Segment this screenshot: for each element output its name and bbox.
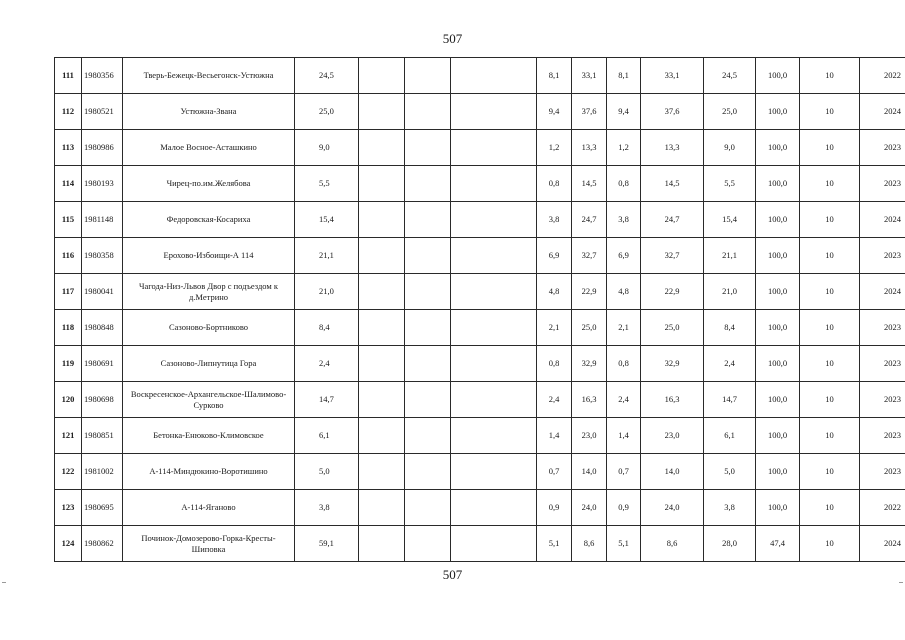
empty-cell <box>451 202 537 238</box>
road-code: 1981148 <box>82 202 123 238</box>
road-name: Тверь-Бежецк-Весьегонск-Устюжна <box>123 58 295 94</box>
road-name: Сазоново-Липнутица Гора <box>123 346 295 382</box>
road-length: 8,4 <box>295 310 359 346</box>
empty-cell <box>405 94 451 130</box>
value-cell: 1,4 <box>537 418 572 454</box>
year-cell: 2024 <box>860 526 905 562</box>
value-cell: 0,7 <box>607 454 641 490</box>
row-number: 113 <box>55 130 82 166</box>
road-length: 5,5 <box>295 166 359 202</box>
road-name: Федоровская-Косариха <box>123 202 295 238</box>
value-cell: 9,4 <box>537 94 572 130</box>
percent-cell: 100,0 <box>756 202 800 238</box>
road-code: 1980691 <box>82 346 123 382</box>
road-name: Устюжна-Звана <box>123 94 295 130</box>
road-code: 1980698 <box>82 382 123 418</box>
empty-cell <box>451 274 537 310</box>
value-cell: 10 <box>800 166 860 202</box>
road-name: А-114-Миндюкино-Воротишино <box>123 454 295 490</box>
road-code: 1980193 <box>82 166 123 202</box>
row-number: 123 <box>55 490 82 526</box>
value-cell: 24,7 <box>641 202 704 238</box>
value-cell: 10 <box>800 382 860 418</box>
year-cell: 2022 <box>860 58 905 94</box>
road-name: Ерохово-Избоищи-А 114 <box>123 238 295 274</box>
value-cell: 16,3 <box>572 382 607 418</box>
value-cell: 2,1 <box>607 310 641 346</box>
empty-cell <box>359 58 405 94</box>
road-length: 6,1 <box>295 418 359 454</box>
value-cell: 4,8 <box>537 274 572 310</box>
percent-cell: 100,0 <box>756 58 800 94</box>
row-number: 118 <box>55 310 82 346</box>
road-length: 25,0 <box>295 94 359 130</box>
year-cell: 2023 <box>860 130 905 166</box>
empty-cell <box>359 94 405 130</box>
empty-cell <box>359 238 405 274</box>
road-length: 21,1 <box>295 238 359 274</box>
scan-mark <box>899 582 903 583</box>
value-cell: 8,1 <box>607 58 641 94</box>
empty-cell <box>405 346 451 382</box>
value-cell: 2,4 <box>607 382 641 418</box>
road-name: Чирец-по.им.Желябова <box>123 166 295 202</box>
value-cell: 10 <box>800 346 860 382</box>
table-row <box>55 238 905 274</box>
value-cell: 24,5 <box>704 58 756 94</box>
page-number-bottom: 507 <box>442 567 463 582</box>
value-cell: 10 <box>800 274 860 310</box>
scan-mark <box>2 582 6 583</box>
value-cell: 3,8 <box>704 490 756 526</box>
percent-cell: 100,0 <box>756 130 800 166</box>
value-cell: 13,3 <box>641 130 704 166</box>
empty-cell <box>359 130 405 166</box>
empty-cell <box>359 274 405 310</box>
table-row <box>55 274 905 310</box>
table-row <box>55 454 905 490</box>
road-code: 1981002 <box>82 454 123 490</box>
percent-cell: 100,0 <box>756 418 800 454</box>
table-row <box>55 346 905 382</box>
value-cell: 28,0 <box>704 526 756 562</box>
table-row <box>55 166 905 202</box>
value-cell: 16,3 <box>641 382 704 418</box>
empty-cell <box>405 526 451 562</box>
percent-cell: 100,0 <box>756 454 800 490</box>
percent-cell: 100,0 <box>756 382 800 418</box>
road-name: Сазоново-Бортниково <box>123 310 295 346</box>
road-length: 14,7 <box>295 382 359 418</box>
table-row <box>55 490 905 526</box>
empty-cell <box>451 418 537 454</box>
value-cell: 5,5 <box>704 166 756 202</box>
row-number: 122 <box>55 454 82 490</box>
value-cell: 5,1 <box>537 526 572 562</box>
row-number: 116 <box>55 238 82 274</box>
road-length: 21,0 <box>295 274 359 310</box>
value-cell: 10 <box>800 454 860 490</box>
empty-cell <box>451 382 537 418</box>
percent-cell: 100,0 <box>756 238 800 274</box>
value-cell: 6,9 <box>607 238 641 274</box>
value-cell: 10 <box>800 526 860 562</box>
value-cell: 23,0 <box>641 418 704 454</box>
value-cell: 15,4 <box>704 202 756 238</box>
row-number: 114 <box>55 166 82 202</box>
road-length: 59,1 <box>295 526 359 562</box>
value-cell: 3,8 <box>537 202 572 238</box>
road-code: 1980695 <box>82 490 123 526</box>
value-cell: 32,7 <box>641 238 704 274</box>
road-name: Воскресенское-Архангельское-Шалимово-Сурково <box>123 382 295 418</box>
empty-cell <box>359 490 405 526</box>
value-cell: 10 <box>800 418 860 454</box>
empty-cell <box>359 418 405 454</box>
year-cell: 2024 <box>860 202 905 238</box>
road-code: 1980356 <box>82 58 123 94</box>
table-row <box>55 418 905 454</box>
row-number: 117 <box>55 274 82 310</box>
value-cell: 14,5 <box>641 166 704 202</box>
value-cell: 0,9 <box>537 490 572 526</box>
value-cell: 10 <box>800 490 860 526</box>
road-code: 1980851 <box>82 418 123 454</box>
percent-cell: 47,4 <box>756 526 800 562</box>
year-cell: 2023 <box>860 310 905 346</box>
value-cell: 10 <box>800 310 860 346</box>
value-cell: 24,0 <box>641 490 704 526</box>
value-cell: 1,2 <box>537 130 572 166</box>
empty-cell <box>451 490 537 526</box>
value-cell: 3,8 <box>607 202 641 238</box>
value-cell: 24,0 <box>572 490 607 526</box>
value-cell: 37,6 <box>572 94 607 130</box>
value-cell: 10 <box>800 202 860 238</box>
value-cell: 9,4 <box>607 94 641 130</box>
empty-cell <box>405 490 451 526</box>
row-number: 121 <box>55 418 82 454</box>
value-cell: 24,7 <box>572 202 607 238</box>
percent-cell: 100,0 <box>756 310 800 346</box>
value-cell: 33,1 <box>641 58 704 94</box>
empty-cell <box>451 526 537 562</box>
empty-cell <box>405 382 451 418</box>
row-number: 124 <box>55 526 82 562</box>
table-row <box>55 382 905 418</box>
road-code: 1980358 <box>82 238 123 274</box>
road-code: 1980986 <box>82 130 123 166</box>
value-cell: 0,9 <box>607 490 641 526</box>
empty-cell <box>451 58 537 94</box>
value-cell: 23,0 <box>572 418 607 454</box>
road-code: 1980521 <box>82 94 123 130</box>
value-cell: 6,9 <box>537 238 572 274</box>
percent-cell: 100,0 <box>756 94 800 130</box>
road-length: 9,0 <box>295 130 359 166</box>
empty-cell <box>405 274 451 310</box>
empty-cell <box>359 166 405 202</box>
value-cell: 6,1 <box>704 418 756 454</box>
value-cell: 10 <box>800 238 860 274</box>
percent-cell: 100,0 <box>756 346 800 382</box>
empty-cell <box>359 346 405 382</box>
value-cell: 22,9 <box>641 274 704 310</box>
value-cell: 37,6 <box>641 94 704 130</box>
row-number: 120 <box>55 382 82 418</box>
empty-cell <box>359 526 405 562</box>
empty-cell <box>405 238 451 274</box>
value-cell: 13,3 <box>572 130 607 166</box>
empty-cell <box>451 310 537 346</box>
value-cell: 8,6 <box>572 526 607 562</box>
year-cell: 2023 <box>860 418 905 454</box>
empty-cell <box>451 454 537 490</box>
value-cell: 25,0 <box>572 310 607 346</box>
value-cell: 8,6 <box>641 526 704 562</box>
value-cell: 22,9 <box>572 274 607 310</box>
empty-cell <box>405 202 451 238</box>
empty-cell <box>405 310 451 346</box>
year-cell: 2023 <box>860 238 905 274</box>
year-cell: 2023 <box>860 346 905 382</box>
year-cell: 2024 <box>860 94 905 130</box>
percent-cell: 100,0 <box>756 490 800 526</box>
value-cell: 25,0 <box>641 310 704 346</box>
road-length: 3,8 <box>295 490 359 526</box>
table-row <box>55 202 905 238</box>
value-cell: 32,9 <box>641 346 704 382</box>
year-cell: 2023 <box>860 166 905 202</box>
value-cell: 2,4 <box>704 346 756 382</box>
table-row <box>55 58 905 94</box>
year-cell: 2022 <box>860 490 905 526</box>
empty-cell <box>451 130 537 166</box>
road-length: 5,0 <box>295 454 359 490</box>
year-cell: 2024 <box>860 274 905 310</box>
road-code: 1980848 <box>82 310 123 346</box>
value-cell: 21,0 <box>704 274 756 310</box>
value-cell: 33,1 <box>572 58 607 94</box>
road-length: 2,4 <box>295 346 359 382</box>
empty-cell <box>451 346 537 382</box>
value-cell: 0,8 <box>607 166 641 202</box>
value-cell: 8,1 <box>537 58 572 94</box>
value-cell: 2,4 <box>537 382 572 418</box>
empty-cell <box>359 382 405 418</box>
value-cell: 5,0 <box>704 454 756 490</box>
value-cell: 14,7 <box>704 382 756 418</box>
page-number-top: 507 <box>442 31 463 46</box>
year-cell: 2023 <box>860 382 905 418</box>
value-cell: 1,2 <box>607 130 641 166</box>
percent-cell: 100,0 <box>756 166 800 202</box>
percent-cell: 100,0 <box>756 274 800 310</box>
value-cell: 8,4 <box>704 310 756 346</box>
value-cell: 5,1 <box>607 526 641 562</box>
value-cell: 10 <box>800 130 860 166</box>
value-cell: 14,0 <box>641 454 704 490</box>
row-number: 119 <box>55 346 82 382</box>
table-row <box>55 310 905 346</box>
table-row <box>55 130 905 166</box>
road-length: 24,5 <box>295 58 359 94</box>
value-cell: 0,7 <box>537 454 572 490</box>
value-cell: 14,5 <box>572 166 607 202</box>
value-cell: 25,0 <box>704 94 756 130</box>
table-row <box>55 94 905 130</box>
road-name: Починок-Домозерово-Горка-Кресты-Шиповка <box>123 526 295 562</box>
road-code: 1980862 <box>82 526 123 562</box>
value-cell: 0,8 <box>607 346 641 382</box>
row-number: 115 <box>55 202 82 238</box>
value-cell: 10 <box>800 94 860 130</box>
road-code: 1980041 <box>82 274 123 310</box>
year-cell: 2023 <box>860 454 905 490</box>
empty-cell <box>405 130 451 166</box>
empty-cell <box>405 454 451 490</box>
empty-cell <box>359 202 405 238</box>
row-number: 112 <box>55 94 82 130</box>
value-cell: 4,8 <box>607 274 641 310</box>
road-name: А-114-Яганово <box>123 490 295 526</box>
empty-cell <box>359 454 405 490</box>
value-cell: 32,7 <box>572 238 607 274</box>
value-cell: 10 <box>800 58 860 94</box>
table-row <box>55 526 905 562</box>
road-name: Малое Восное-Асташкино <box>123 130 295 166</box>
roads-table <box>54 57 905 562</box>
empty-cell <box>451 94 537 130</box>
row-number: 111 <box>55 58 82 94</box>
value-cell: 2,1 <box>537 310 572 346</box>
empty-cell <box>451 166 537 202</box>
value-cell: 0,8 <box>537 166 572 202</box>
value-cell: 1,4 <box>607 418 641 454</box>
empty-cell <box>405 166 451 202</box>
road-length: 15,4 <box>295 202 359 238</box>
value-cell: 21,1 <box>704 238 756 274</box>
value-cell: 0,8 <box>537 346 572 382</box>
empty-cell <box>405 418 451 454</box>
value-cell: 32,9 <box>572 346 607 382</box>
road-name: Чагода-Низ-Львов Двор с подъездом к д.Метрино <box>123 274 295 310</box>
empty-cell <box>359 310 405 346</box>
road-name: Бетонка-Енюково-Климовское <box>123 418 295 454</box>
empty-cell <box>405 58 451 94</box>
empty-cell <box>451 238 537 274</box>
value-cell: 9,0 <box>704 130 756 166</box>
value-cell: 14,0 <box>572 454 607 490</box>
